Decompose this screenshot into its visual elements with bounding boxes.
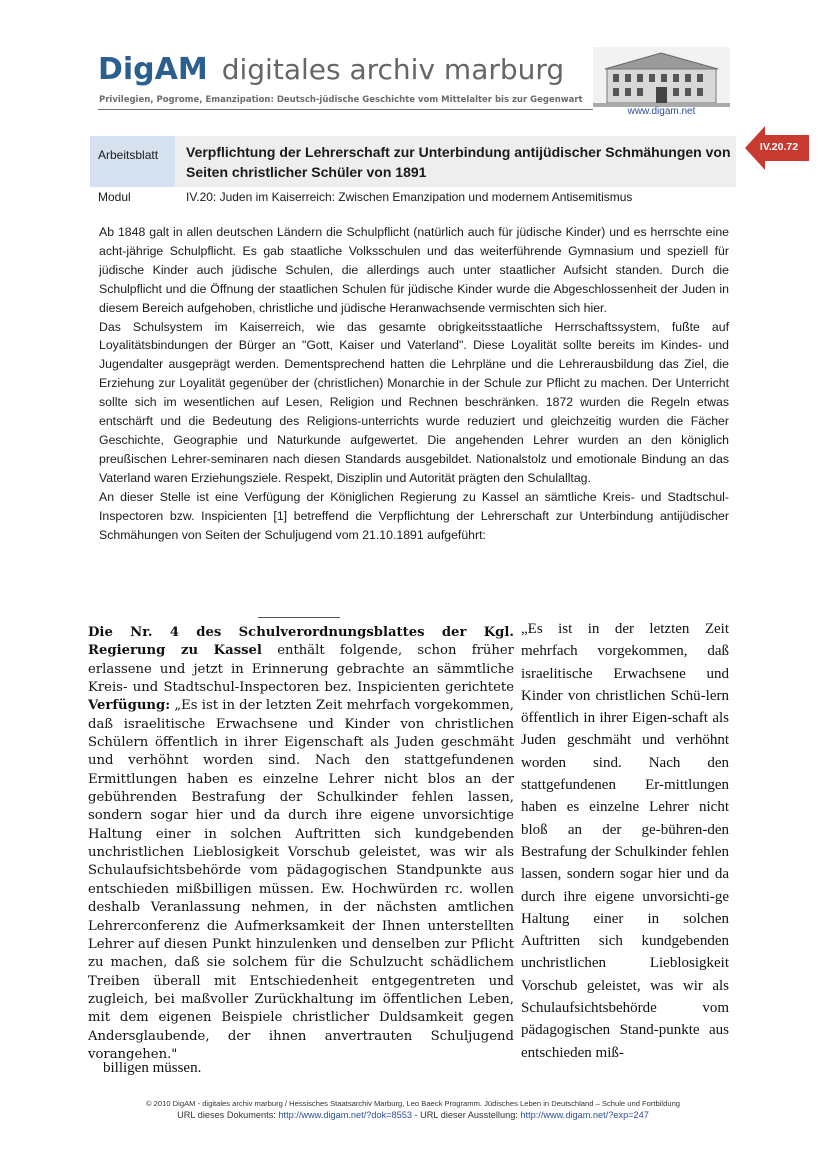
- brand-tagline: digitales archiv marburg: [221, 53, 565, 86]
- footer-urls: [0, 1110, 826, 1120]
- clipping-intro: enthält folgende, schon früher erlassene und jetzt in Erinnerung gebrachte an sämmtliche Kreis- und Stadtschul-Inspectoren bez. Inspicienten gerichtete: [88, 643, 514, 696]
- footer-copyright: © 2010 DigAM - digitales archiv marburg / Hessisches Staatsarchiv Marburg, Leo Baeck Programm. Jüdisches Leben in Deutschland – Schule und Fortbildung: [145, 1099, 681, 1108]
- header-divider: [98, 109, 593, 110]
- worksheet-label: Arbeitsblatt: [98, 148, 159, 162]
- transcription-end: billigen müssen.: [103, 1060, 202, 1076]
- site-url[interactable]: www.digam.net: [627, 106, 696, 117]
- building-icon: [593, 47, 730, 107]
- site-brand: [98, 52, 564, 87]
- clipping-top-rule: [258, 617, 340, 618]
- doc-url-label: URL dieses Dokuments:: [177, 1110, 276, 1120]
- clipping-headline: Die Nr. 4 des Schulverordnungsblattes der Kgl. Regierung zu Kassel: [88, 625, 514, 659]
- intro-paragraph: Das Schulsystem im Kaiserreich, wie das gesamte obrigkeitsstaatliche Herrschaftssystem, fußte auf Loyalitätsbindungen der Bürger an "Gott, Kaiser und Vaterland". Diese Loyalität sollte bereits im Kindes- und Jugendalter ausgeprägt werden. Dementsprechend hatten die Lehrpläne und die Lehrerausbildung das Ziel, die Erziehung zur Loyalität gegenüber der (christlichen) Monarchie in der Schule zur Pflicht zu machen. Der Unterricht sollte sich im wesentlichen auf Lesen, Religion und Rechnen beschränken. 1872 wurden die Regeln etwas entschärft und die Bedeutung des Religions-unterrichts wurde reduziert und gleichzeitig wurden die Fächer Geschichte, Geographie und Naturkunde aufgewertet. Die angehenden Lehrer wurden an den königlich preußischen Lehrer-seminaren nach diesen Standards ausgebildet. Nationalstolz und emotionale Bindung an das Vaterland waren Erziehungsziele. Respekt, Disziplin und Autorität prägten den Schulalltag.: [99, 319, 729, 485]
- site-subtitle: Privilegien, Pogrome, Emanzipation: Deutsch-jüdische Geschichte vom Mittelalter bis zur Gegenwart: [99, 95, 583, 105]
- document-code: IV.20.72: [759, 141, 799, 153]
- newspaper-clipping: [88, 624, 514, 1062]
- intro-paragraph: An dieser Stelle ist eine Verfügung der Königlichen Regierung zu Kassel an sämtliche Kreis- und Stadtschul-Inspectoren bzw. Inspicienten [1] betreffend die Verpflichtung der Lehrerschaft zur Unterbindung antijüdischer Schmähungen von Seiten der Schuljugend vom 21.10.1891 aufgeführt:: [99, 489, 729, 542]
- modul-value: IV.20: Juden im Kaiserreich: Zwischen Emanzipation und modernem Antisemitismus: [186, 190, 633, 204]
- clipping-verfuegung: Verfügung:: [88, 698, 171, 714]
- transcription-text: „Es ist in der letzten Zeit mehrfach vorgekommen, daß israelitische Erwachsene und Kinder von christlichen Schü-lern öffentlich in ihrer Eigen-schaft als Juden geschmäht und verhöhnt worden sind. Nach den stattgefundenen Er-mittlungen haben es einzelne Lehrer nicht bloß an der ge-bühren-den Bestrafung der Schulkinder fehlen lassen, sondern sogar hier und da durch ihre eigene unvorsichti-ge Haltung einer in solchen Auftritten sich kundgebenden unchristlichen Lieblosigkeit Vorschub geleistet, was wir als Schulaufsichtsbehörde vom pädagogischen Stand-punkte aus entschieden miß-: [521, 621, 729, 1061]
- exhibition-url-link[interactable]: http://www.digam.net/?exp=247: [520, 1110, 649, 1120]
- footer-separator: - URL dieser Ausstellung:: [411, 1110, 521, 1120]
- modul-label: Modul: [98, 190, 131, 204]
- intro-paragraph: Ab 1848 galt in allen deutschen Ländern die Schulpflicht (natürlich auch für jüdische Kinder) und es herrschte eine acht-jährige Schulpflicht. Es gab staatliche Volksschulen und das weiterführende Gymnasium und speziell für jüdische Kinder auch jüdische Schulen, die allerdings auch unter staatlicher Aufsicht standen. Durch die Schulpflicht und die Öffnung der staatlichen Schulen für jüdische Kinder wurde die Abgeschlossenheit der Juden in diesem Bereich aufgehoben, christliche und jüdische Heranwachsende vermischten sich hier.: [99, 225, 729, 315]
- brand-name: DigAM: [98, 52, 208, 87]
- intro-text: [99, 223, 729, 544]
- clipping-quote: „Es ist in der letzten Zeit mehrfach vorgekommen, daß israelitische Erwachsene und Kinder von christlichen Schülern öffentlich in ihrer Eigenschaft als Juden geschmäht und verhöhnt worden sind. Nach den stattgefundenen Ermittlungen haben es einzelne Lehrer nicht blos an der gebührenden Bestrafung der Schulkinder fehlen lassen, sondern sogar hier und da durch ihre eigene unvorsichtige Haltung einer in solchen Auftritten sich kundgebenden unchristlichen Lieblosigkeit Vorschub geleistet, was wir als Schulaufsichtsbehörde vom pädagogischen Standpunkte aus entschieden mißbilligen müssen. Ew. Hochwürden rc. wollen deshalb Veranlassung nehmen, in der nächsten amtlichen Lehrerconferenz die Aufmerksamkeit der Ihnen unterstellten Lehrer auf diesen Punkt hinzulenken und denselben zur Pflicht zu machen, daß sie solchem für die Schulzucht schädlichem Treiben überall mit Entschiedenheit entgegentreten und zugleich, bei maßvoller Zurückhaltung im öffentlichen Leben, mit dem eigenen Beispiele christlicher Duldsamkeit gegen Andersglaubende, der ihnen anvertrauten Schuljugend vorangehen.": [88, 698, 514, 1062]
- worksheet-title: Verpflichtung der Lehrerschaft zur Unterbindung antijüdischer Schmähungen von Seiten christlicher Schüler von 1891: [186, 144, 731, 180]
- doc-url-link[interactable]: http://www.digam.net/?dok=8553: [278, 1110, 412, 1120]
